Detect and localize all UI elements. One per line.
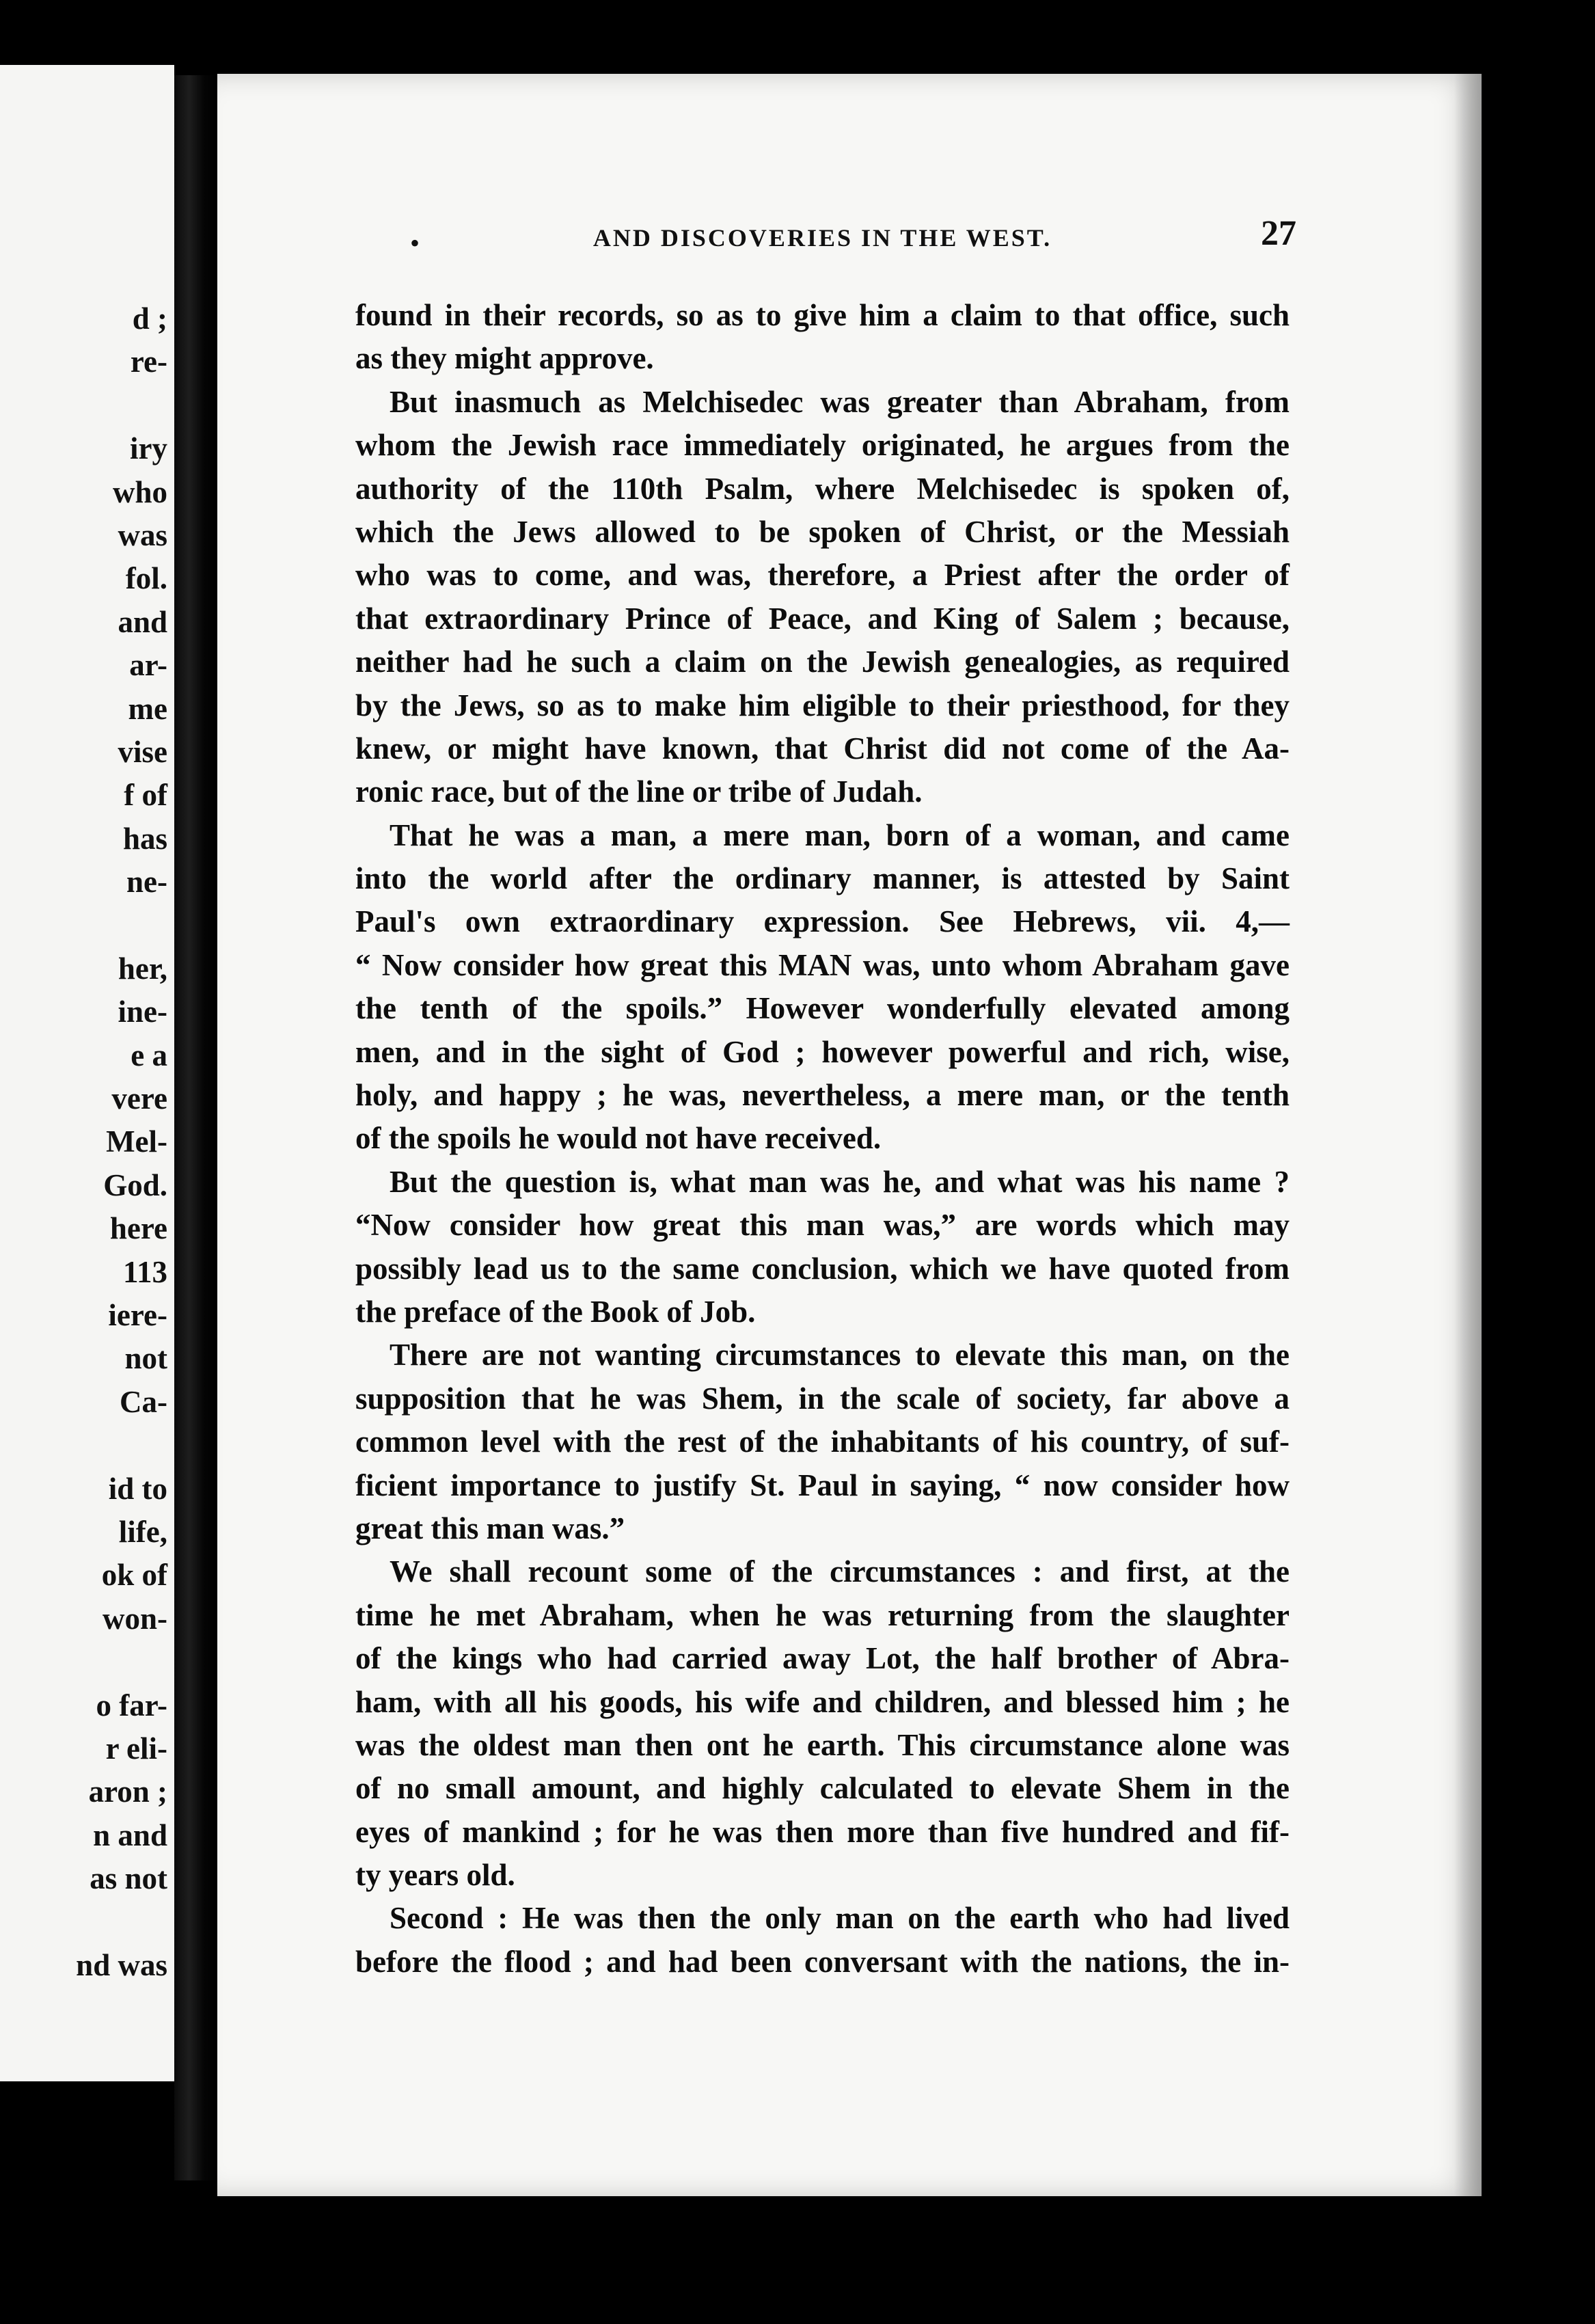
facing-page-fragment bbox=[76, 1640, 167, 1684]
facing-page-fragment: Mel- bbox=[106, 1124, 167, 1159]
text-line: which the Jews allowed to be spoken of Christ, or the Messiah bbox=[355, 514, 1290, 549]
text-line: ficient importance to justify St. Paul in saying, “ now consider how bbox=[355, 1468, 1290, 1502]
text-line: But inasmuch as Melchisedec was greater than Abraham, from bbox=[390, 384, 1290, 419]
facing-page-fragment: who bbox=[112, 474, 167, 509]
facing-page-fragment: f of bbox=[124, 778, 167, 813]
facing-page-fragment: nd was bbox=[76, 1947, 167, 1982]
text-line: We shall recount some of the circumstances : and first, at the bbox=[390, 1554, 1290, 1589]
facing-page-fragment: was bbox=[118, 517, 167, 552]
facing-page-fragment bbox=[76, 1900, 167, 1943]
text-line: great this man was.” bbox=[355, 1511, 625, 1545]
text-line: whom the Jewish race immediately originated, he argues from the bbox=[355, 428, 1290, 463]
facing-page-edge bbox=[0, 65, 174, 2081]
text-line: by the Jews, so as to make him eligible to their priesthood, for they bbox=[355, 688, 1290, 722]
facing-page-fragment: has bbox=[122, 821, 167, 856]
text-line: Paul's own extraordinary expression. See Hebrews, vii. 4,— bbox=[355, 904, 1290, 939]
facing-page-fragment bbox=[76, 904, 167, 947]
text-line: that extraordinary Prince of Peace, and King of Salem ; because, bbox=[355, 601, 1290, 636]
text-line: into the world after the ordinary manner, is attested by Saint bbox=[355, 861, 1290, 896]
facing-page-fragment: ne- bbox=[126, 865, 167, 900]
text-line: as they might approve. bbox=[355, 341, 654, 376]
facing-page-fragment: vise bbox=[118, 734, 167, 769]
text-line: There are not wanting circumstances to elevate this man, on the bbox=[390, 1338, 1290, 1373]
facing-page-fragment: e a bbox=[131, 1038, 167, 1072]
facing-page-fragment: ok of bbox=[101, 1558, 167, 1593]
text-line: men, and in the sight of God ; however powerful and rich, wise, bbox=[355, 1034, 1290, 1069]
facing-page-fragment: vere bbox=[111, 1081, 167, 1116]
facing-page-fragment: and bbox=[118, 604, 167, 639]
facing-page-line-fragments bbox=[76, 297, 167, 1987]
text-line: the tenth of the spoils.” However wonderfully elevated among bbox=[355, 991, 1290, 1026]
facing-page-fragment: fol. bbox=[125, 561, 167, 596]
facing-page-fragment bbox=[76, 1424, 167, 1467]
facing-page-fragment: life, bbox=[118, 1514, 167, 1549]
text-line: was the oldest man then ont he earth. This circumstance alone was bbox=[355, 1727, 1290, 1762]
facing-page-fragment: ar- bbox=[129, 648, 167, 683]
text-line: That he was a man, a mere man, born of a woman, and came bbox=[390, 818, 1290, 852]
facing-page-fragment: r eli- bbox=[105, 1731, 167, 1766]
text-line: before the flood ; and had been conversant with the nations, the in- bbox=[355, 1944, 1290, 1979]
text-line: eyes of mankind ; for he was then more than five hundred and fif- bbox=[355, 1814, 1290, 1849]
page-number: 27 bbox=[1261, 214, 1296, 253]
text-line: knew, or might have known, that Christ did not come of the Aa- bbox=[355, 731, 1290, 766]
facing-page-fragment: ine- bbox=[118, 995, 167, 1029]
facing-page-fragment: Ca- bbox=[120, 1384, 167, 1419]
book-gutter-shadow bbox=[174, 75, 217, 2180]
facing-page-fragment: n and bbox=[93, 1818, 167, 1852]
facing-page-fragment: re- bbox=[130, 344, 167, 379]
text-line: possibly lead us to the same conclusion, which we have quoted from bbox=[355, 1251, 1290, 1286]
text-line: of the kings who had carried away Lot, the half brother of Abra- bbox=[355, 1641, 1290, 1676]
text-line: supposition that he was Shem, in the scale of society, far above a bbox=[355, 1381, 1290, 1416]
text-line: But the question is, what man was he, and what was his name ? bbox=[390, 1164, 1290, 1199]
facing-page-fragment: God. bbox=[103, 1167, 167, 1202]
facing-page-fragment: as not bbox=[90, 1861, 167, 1896]
facing-page-fragment bbox=[76, 384, 167, 427]
facing-page-fragment: not bbox=[124, 1341, 167, 1376]
facing-page-fragment: iry bbox=[130, 431, 167, 466]
text-line: Second : He was then the only man on the earth who had lived bbox=[390, 1901, 1290, 1936]
text-line: ty years old. bbox=[355, 1858, 515, 1893]
text-line: ham, with all his goods, his wife and children, and blessed him ; he bbox=[355, 1684, 1290, 1719]
text-line: “ Now consider how great this MAN was, unto whom Abraham gave bbox=[355, 947, 1290, 982]
facing-page-fragment: id to bbox=[108, 1471, 167, 1506]
facing-page-fragment: won- bbox=[102, 1601, 167, 1636]
text-line: time he met Abraham, when he was returning from the slaughter bbox=[355, 1597, 1290, 1632]
facing-page-fragment: her, bbox=[118, 951, 167, 986]
text-line: of the spoils he would not have received. bbox=[355, 1121, 882, 1156]
facing-page-fragment: iere- bbox=[108, 1297, 167, 1332]
text-line: of no small amount, and highly calculated to elevate Shem in the bbox=[355, 1771, 1290, 1806]
text-line: ronic race, but of the line or tribe of Judah. bbox=[355, 774, 923, 809]
page-body-text bbox=[355, 294, 1290, 1984]
text-line: “Now consider how great this man was,” are words which may bbox=[355, 1208, 1290, 1243]
facing-page-fragment: aron ; bbox=[88, 1774, 167, 1809]
text-line: holy, and happy ; he was, nevertheless, a mere man, or the tenth bbox=[355, 1078, 1290, 1113]
text-line: found in their records, so as to give him a claim to that office, such bbox=[355, 298, 1290, 332]
text-line: neither had he such a claim on the Jewish genealogies, as required bbox=[355, 645, 1290, 679]
text-line: authority of the 110th Psalm, where Melchisedec is spoken of, bbox=[355, 471, 1290, 506]
running-title: AND DISCOVERIES IN THE WEST. bbox=[592, 224, 1052, 252]
facing-page-fragment: me bbox=[128, 691, 167, 726]
running-head-ornament: • bbox=[410, 228, 420, 258]
facing-page-fragment: d ; bbox=[132, 301, 167, 336]
facing-page-fragment: here bbox=[109, 1211, 167, 1246]
facing-page-fragment: o far- bbox=[96, 1688, 167, 1722]
facing-page-fragment: 113 bbox=[122, 1254, 167, 1289]
text-line: common level with the rest of the inhabitants of his country, of suf- bbox=[355, 1424, 1290, 1459]
running-head bbox=[355, 214, 1296, 258]
text-line: the preface of the Book of Job. bbox=[355, 1294, 756, 1329]
text-line: who was to come, and was, therefore, a Priest after the order of bbox=[355, 558, 1290, 593]
